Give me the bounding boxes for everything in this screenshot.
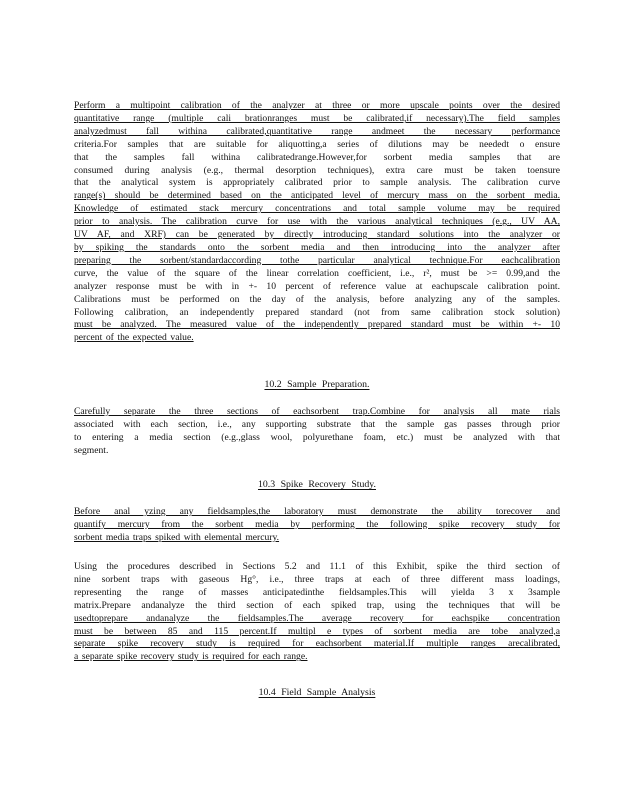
spike-procedure-paragraph (74, 561, 560, 664)
text-line: quantitative range (multiple cali brationranges must be calibrated,if necessary).The field samples (74, 112, 560, 124)
text-line: matrix.Prepare andanalyze the third section of each spiked trap, using the techniques that will be (74, 599, 560, 611)
text-line: analyzedmust fall withina calibrated,quantitative range andmeet the necessary performance (74, 125, 560, 137)
text-line: must be between 85 and 115 percent.If multipl e types of sorbent media are tobe analyzed,a (74, 625, 560, 637)
spike-recovery-intro-paragraph (74, 506, 560, 545)
text-line: Knowledge of estimated stack mercury concentrations and total sample volume may be required (74, 203, 560, 215)
text-line: that the samples fall withina calibratedrange.However,for sorbent media samples that are (74, 151, 560, 163)
text-line: Before anal yzing any fieldsamples,the laboratory must demonstrate the ability torecover and (74, 506, 560, 517)
text-line: criteria.For samples that are suitable for aliquotting,a series of dilutions may be neededt o ensure (74, 138, 560, 150)
text-line: Using the procedures described in Sections 5.2 and 11.1 of this Exhibit, spike the third section of (74, 561, 560, 572)
text-line: associated with each section, i.e., any supporting substrate that the sample gas passes through prior (74, 418, 560, 430)
section-heading (74, 478, 560, 491)
text-line: separate spike recovery study is required for eachsorbent material.If multiple ranges arecalibrated, (74, 638, 560, 650)
section-heading (74, 378, 560, 391)
text-line: Calibrations must be performed on the day of the analysis, before analyzing any of the samples. (74, 293, 560, 305)
text-line: to entering a media section (e.g.,glass wool, polyurethane foam, etc.) must be analyzed with that (74, 431, 560, 443)
text-line: prior to analysis. The calibration curve for use with the various analytical techniques (e.g., UV AA, (74, 216, 560, 228)
text-line: UV AF, and XRF) can be generated by directly introducing standard solutions into the analyzer or (74, 229, 560, 241)
text-line: consumed during analysis (e.g., thermal desorption techniques), extra care must be taken toensure (74, 164, 560, 176)
text-line: representing the range of masses anticipatedinthe fieldsamples.This will yielda 3 x 3sample (74, 586, 560, 598)
text-line: Following calibration, an independently prepared standard (not from same calibration stock solution) (74, 306, 560, 318)
text-line: Perform a multipoint calibration of the analyzer at three or more upscale points over the desired (74, 100, 560, 111)
text-line: usedtoprepare andanalyze the fieldsamples.The average recovery for eachspike concentration (74, 612, 560, 624)
text-line: a separate spike recovery study is required for each range. (74, 651, 308, 663)
text-line: Carefully separate the three sections of eachsorbent trap.Combine for analysis all mate rials (74, 406, 560, 417)
section-heading-text: 10.2 Sample Preparation. (264, 379, 370, 390)
sample-preparation-paragraph (74, 406, 560, 458)
section-heading-text: 10.3 Spike Recovery Study. (257, 479, 377, 490)
text-line: nine sorbent traps with gaseous Hg°, i.e., three traps at each of three different mass loadings, (74, 573, 560, 585)
text-line: percent of the expected value. (74, 332, 194, 344)
calibration-paragraph (74, 100, 560, 345)
text-line: sorbent media traps spiked with elemental mercury. (74, 531, 280, 543)
text-line: by spiking the standards onto the sorbent media and then introducing into the analyzer after (74, 241, 560, 253)
section-heading (74, 686, 560, 699)
text-line: segment. (74, 444, 109, 456)
text-line: range(s) should be determined based on the anticipated level of mercury mass on the sorbent media. (74, 190, 560, 202)
text-line: analyzer response must be with in +- 10 percent of reference value at eachupscale calibration point. (74, 280, 560, 292)
text-line: preparing the sorbent/standardaccording tothe particular analytical technique.For eachcalibration (74, 254, 560, 266)
text-line: must be analyzed. The measured value of the independently prepared standard must be within +- 10 (74, 319, 560, 331)
text-line: that the analytical system is appropriately calibrated prior to sample analysis. The calibration curve (74, 177, 560, 189)
text-line: quantify mercury from the sorbent media by performing the following spike recovery study for (74, 518, 560, 530)
text-line: curve, the value of the square of the linear correlation coefficient, i.e., r², must be >= 0.99,and the (74, 267, 560, 279)
section-heading-text: 10.4 Field Sample Analysis (258, 687, 376, 698)
